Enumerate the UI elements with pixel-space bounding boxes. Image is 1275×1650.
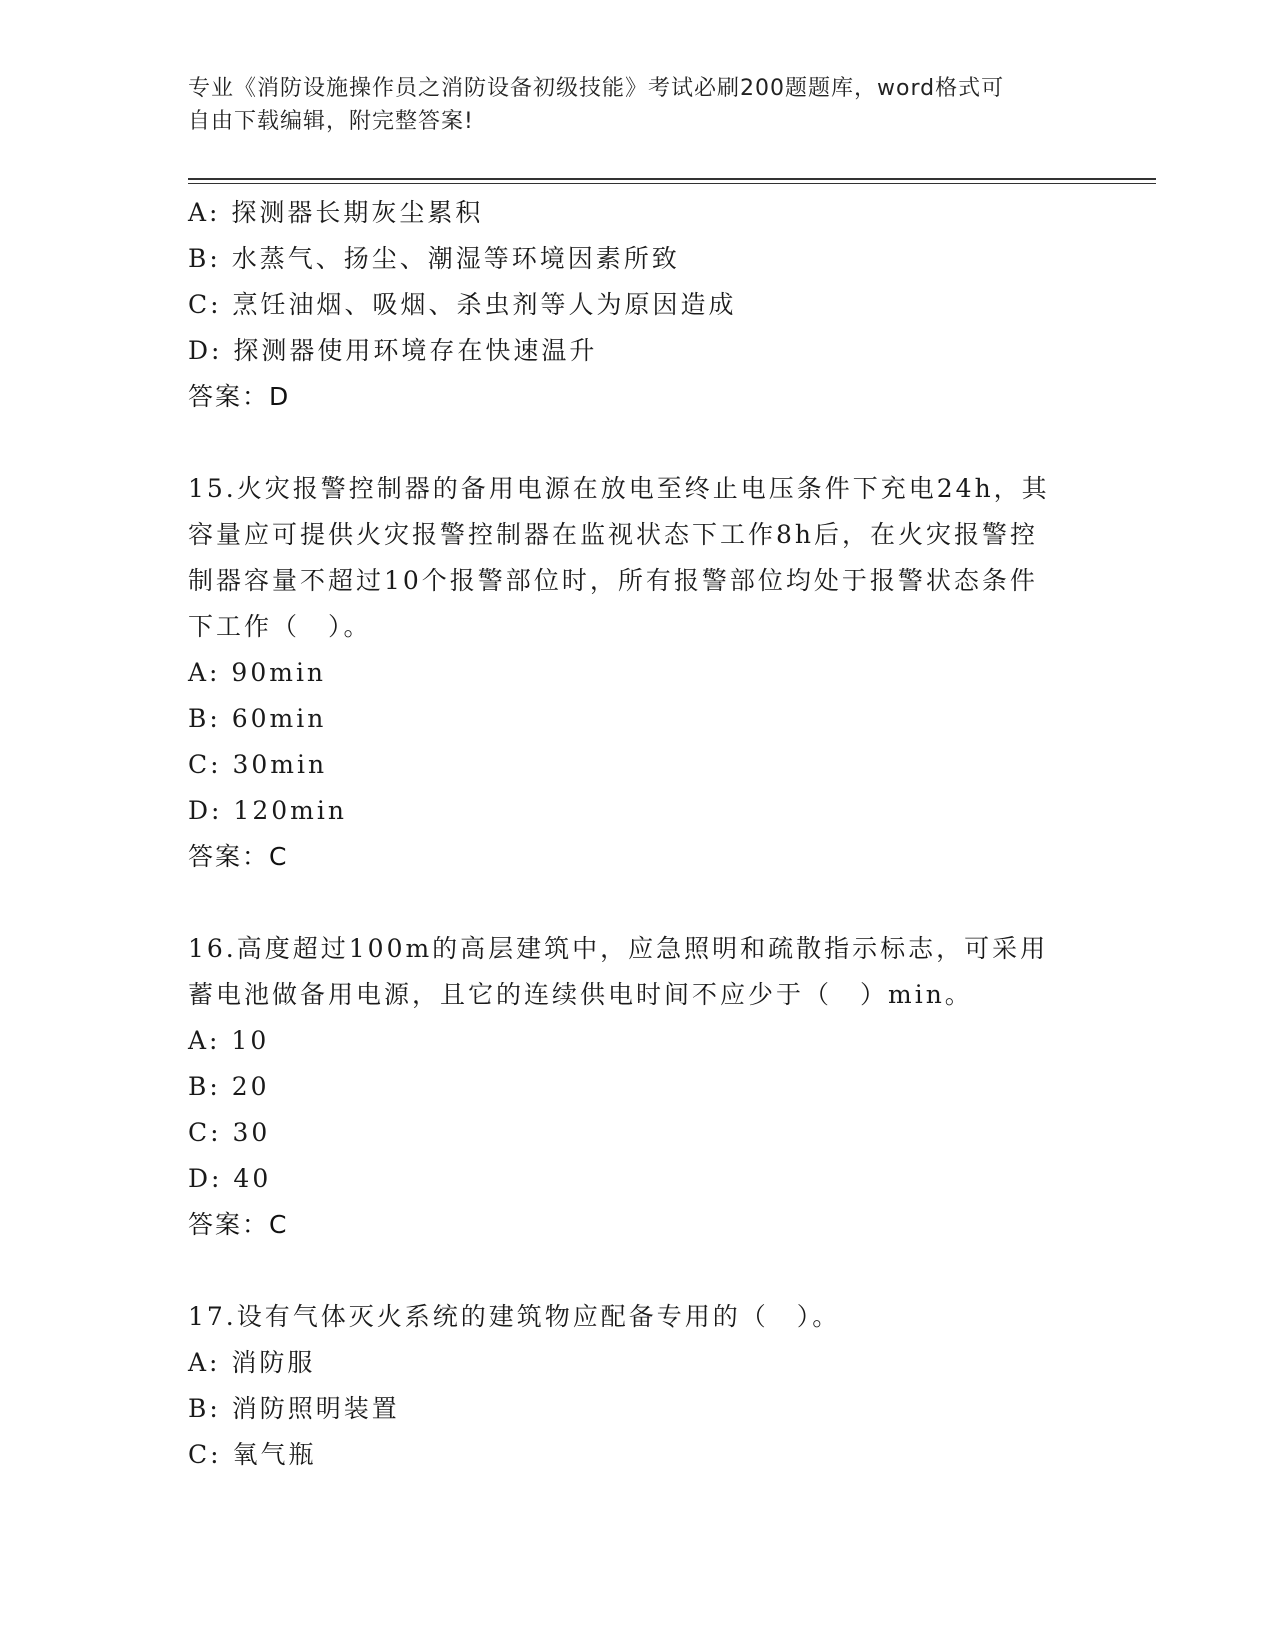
- header-divider-thin: [188, 183, 1156, 184]
- spacer: [188, 420, 1088, 466]
- header-line-1: 专业《消防设施操作员之消防设备初级技能》考试必刷200题题库，word格式可: [188, 76, 1005, 101]
- option-d: D: 探测器使用环境存在快速温升: [188, 336, 598, 365]
- question-stem-line-2: 容量应可提供火灾报警控制器在监视状态下工作8h后，在火灾报警控: [188, 520, 1039, 549]
- question-14: [188, 190, 1088, 420]
- question-stem-line-1: 17.设有气体灭火系统的建筑物应配备专用的（ ）。: [188, 1302, 841, 1331]
- option-b: B: 水蒸气、扬尘、潮湿等环境因素所致: [188, 244, 680, 273]
- option-c: C: 氧气瓶: [188, 1440, 317, 1469]
- header-line-2: 自由下载编辑，附完整答案!: [188, 109, 474, 134]
- question-16: [188, 926, 1088, 1248]
- option-b: B: 消防照明装置: [188, 1394, 400, 1423]
- question-15: [188, 466, 1088, 880]
- spacer: [188, 880, 1088, 926]
- question-stem-line-1: 15.火灾报警控制器的备用电源在放电至终止电压条件下充电24h，其: [188, 474, 1050, 503]
- header-divider-thick: [188, 178, 1156, 180]
- option-a: A: 90min: [188, 658, 327, 687]
- option-d: D: 40: [188, 1164, 272, 1193]
- spacer: [188, 1248, 1088, 1294]
- option-c: C: 30min: [188, 750, 328, 779]
- option-d: D: 120min: [188, 796, 347, 825]
- option-c: C: 烹饪油烟、吸烟、杀虫剂等人为原因造成: [188, 290, 737, 319]
- option-c: C: 30: [188, 1118, 271, 1147]
- option-a: A: 探测器长期灰尘累积: [188, 198, 484, 227]
- answer-line: 答案：C: [188, 1210, 289, 1239]
- question-stem-line-1: 16.高度超过100m的高层建筑中，应急照明和疏散指示标志，可采用: [188, 934, 1049, 963]
- answer-line: 答案：D: [188, 382, 291, 411]
- question-stem-line-4: 下工作（ ）。: [188, 612, 372, 641]
- option-b: B: 20: [188, 1072, 270, 1101]
- question-list: [188, 190, 1088, 1478]
- option-a: A: 消防服: [188, 1348, 316, 1377]
- question-stem-line-3: 制器容量不超过10个报警部位时，所有报警部位均处于报警状态条件: [188, 566, 1038, 595]
- document-header: [188, 72, 1068, 138]
- question-17: [188, 1294, 1088, 1478]
- question-stem-line-2: 蓄电池做备用电源，且它的连续供电时间不应少于（ ）min。: [188, 980, 973, 1009]
- option-a: A: 10: [188, 1026, 270, 1055]
- option-b: B: 60min: [188, 704, 327, 733]
- answer-line: 答案：C: [188, 842, 289, 871]
